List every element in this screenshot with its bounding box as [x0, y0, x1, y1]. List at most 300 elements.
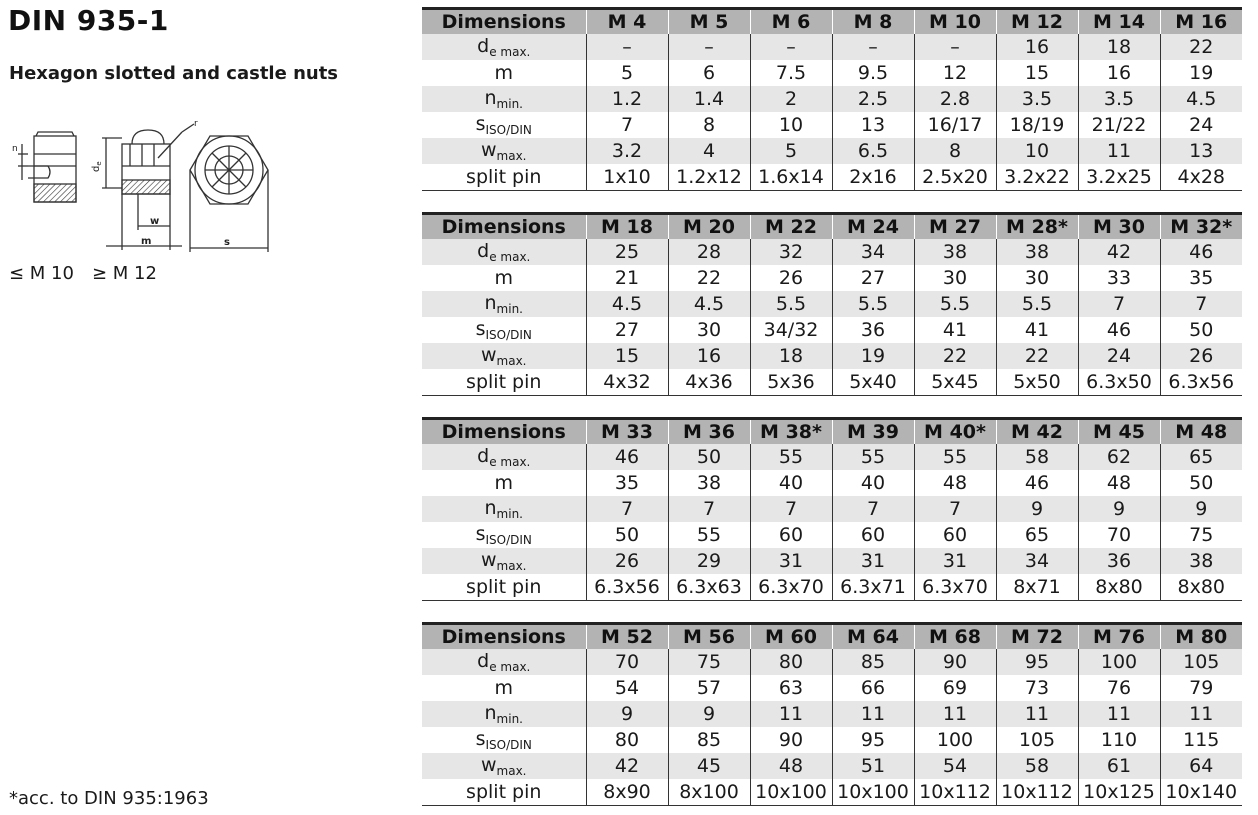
cell: 9 [1160, 496, 1242, 522]
footnote: *acc. to DIN 935:1963 [9, 788, 209, 809]
size-header-cell: M 39 [832, 419, 914, 445]
drawing-size-labels [9, 263, 175, 284]
cell: 22 [668, 265, 750, 291]
size-header-cell: M 24 [832, 214, 914, 240]
cell: 9 [668, 701, 750, 727]
cell: 61 [1078, 753, 1160, 779]
cell: 7 [832, 496, 914, 522]
row-label: $s_{ISO/DIN}$ [475, 318, 532, 342]
cell: 25 [586, 239, 668, 265]
cell: 60 [750, 522, 832, 548]
cell: 62 [1078, 444, 1160, 470]
cell: 5x40 [832, 369, 914, 396]
row-label: $w_{max.}$ [422, 138, 586, 164]
dimensions-table-1 [422, 7, 1242, 191]
cell: 16 [1078, 60, 1160, 86]
cell: 48 [750, 753, 832, 779]
cell: 105 [996, 727, 1078, 753]
cell: 57 [668, 675, 750, 701]
header-row [422, 214, 1242, 240]
row-s [422, 112, 1242, 138]
cell: 3.2x22 [996, 164, 1078, 191]
row-n [422, 496, 1242, 522]
cell: 7 [750, 496, 832, 522]
cell: 70 [586, 649, 668, 675]
cell: 1.2x12 [668, 164, 750, 191]
cell: 80 [750, 649, 832, 675]
cell: 40 [750, 470, 832, 496]
cell: 13 [1160, 138, 1242, 164]
cell: 48 [1078, 470, 1160, 496]
size-header-cell: M 76 [1078, 624, 1160, 650]
row-de [422, 239, 1242, 265]
size-header-cell: M 38* [750, 419, 832, 445]
row-label: $d_{e max.}$ [422, 239, 586, 265]
row-n [422, 291, 1242, 317]
dim-m-label: m [141, 236, 152, 247]
cell: 4x36 [668, 369, 750, 396]
cell: 110 [1078, 727, 1160, 753]
cell: 40 [832, 470, 914, 496]
cell: 9 [586, 701, 668, 727]
cell: 15 [996, 60, 1078, 86]
cell: 18 [1078, 34, 1160, 60]
header-cell: Dimensions [422, 9, 586, 35]
row-m [422, 60, 1242, 86]
cell: 5x36 [750, 369, 832, 396]
size-header-cell: M 45 [1078, 419, 1160, 445]
cell: 60 [914, 522, 996, 548]
cell: 21/22 [1078, 112, 1160, 138]
size-header-cell: M 40* [914, 419, 996, 445]
cell: 3.5 [1078, 86, 1160, 112]
cell: 9 [996, 496, 1078, 522]
row-label: $n_{min.}$ [422, 701, 586, 727]
cell: 5.5 [914, 291, 996, 317]
cell: 34 [832, 239, 914, 265]
cell: 6.3x56 [1160, 369, 1242, 396]
row-label: $s_{ISO/DIN}$ [475, 523, 532, 547]
size-header-cell: M 6 [750, 9, 832, 35]
size-header-cell: M 27 [914, 214, 996, 240]
cell: 55 [750, 444, 832, 470]
dim-r-label: r [194, 119, 198, 129]
cell: 85 [668, 727, 750, 753]
cell: 2.5x20 [914, 164, 996, 191]
cell: 6.3x50 [1078, 369, 1160, 396]
cell: 8x80 [1160, 574, 1242, 601]
cell: 33 [1078, 265, 1160, 291]
cell: 55 [668, 522, 750, 548]
row-label: m [494, 472, 513, 494]
cell: 26 [1160, 343, 1242, 369]
size-header-cell: M 52 [586, 624, 668, 650]
cell: 95 [832, 727, 914, 753]
cell: 1.6x14 [750, 164, 832, 191]
cell: 30 [668, 317, 750, 343]
cell: 31 [832, 548, 914, 574]
cell: 4.5 [1160, 86, 1242, 112]
cell: 26 [750, 265, 832, 291]
cell: 6.3x71 [832, 574, 914, 601]
size-label-large: ≥ M 12 [91, 263, 157, 284]
size-header-cell: M 30 [1078, 214, 1160, 240]
cell: 80 [586, 727, 668, 753]
cell: 46 [1160, 239, 1242, 265]
cell: 16 [668, 343, 750, 369]
cell: 100 [1078, 649, 1160, 675]
size-header-cell: M 42 [996, 419, 1078, 445]
cell: 22 [996, 343, 1078, 369]
cell: 90 [750, 727, 832, 753]
cell: 38 [996, 239, 1078, 265]
cell: 50 [1160, 470, 1242, 496]
cell: 69 [914, 675, 996, 701]
cell: 50 [668, 444, 750, 470]
row-label: m [494, 62, 513, 84]
cell: 11 [1078, 701, 1160, 727]
cell: 45 [668, 753, 750, 779]
row-label: $d_{e max.}$ [422, 649, 586, 675]
cell: 7 [1078, 291, 1160, 317]
row-label: $n_{min.}$ [422, 291, 586, 317]
cell: 2.5 [832, 86, 914, 112]
header-cell: Dimensions [422, 624, 586, 650]
cell: 35 [1160, 265, 1242, 291]
cell: – [586, 34, 668, 60]
cell: 30 [996, 265, 1078, 291]
cell: 55 [914, 444, 996, 470]
cell: 105 [1160, 649, 1242, 675]
cell: 16/17 [914, 112, 996, 138]
cell: 5x50 [996, 369, 1078, 396]
row-label: $d_{e max.}$ [422, 34, 586, 60]
cell: 21 [586, 265, 668, 291]
cell: 41 [996, 317, 1078, 343]
cell: 5.5 [750, 291, 832, 317]
size-header-cell: M 56 [668, 624, 750, 650]
cell: 19 [1160, 60, 1242, 86]
cell: 95 [996, 649, 1078, 675]
dim-s-label: s [224, 237, 230, 248]
row-label: split pin [422, 369, 586, 396]
cell: – [914, 34, 996, 60]
size-label-small: ≤ M 10 [9, 263, 74, 284]
cell: 76 [1078, 675, 1160, 701]
cell: 32 [750, 239, 832, 265]
cell: 35 [586, 470, 668, 496]
cell: 24 [1078, 343, 1160, 369]
cell: 10x112 [914, 779, 996, 806]
cell: 4x32 [586, 369, 668, 396]
cell: 48 [914, 470, 996, 496]
cell: 55 [832, 444, 914, 470]
cell: 10x100 [750, 779, 832, 806]
cell: 34/32 [750, 317, 832, 343]
cell: 6.3x63 [668, 574, 750, 601]
cell: 60 [832, 522, 914, 548]
cell: 5 [750, 138, 832, 164]
cell: 10 [750, 112, 832, 138]
row-de [422, 444, 1242, 470]
cell: 1.2 [586, 86, 668, 112]
dim-n-label: n [12, 144, 18, 154]
cell: 46 [1078, 317, 1160, 343]
cell: 54 [586, 675, 668, 701]
cell: 8x71 [996, 574, 1078, 601]
row-w [422, 343, 1242, 369]
size-header-cell: M 8 [832, 9, 914, 35]
cell: 5 [586, 60, 668, 86]
size-header-cell: M 28* [996, 214, 1078, 240]
cell: 7 [668, 496, 750, 522]
row-label: $s_{ISO/DIN}$ [475, 728, 532, 752]
cell: 31 [750, 548, 832, 574]
cell: 2x16 [832, 164, 914, 191]
size-header-cell: M 14 [1078, 9, 1160, 35]
cell: 5.5 [996, 291, 1078, 317]
cell: 54 [914, 753, 996, 779]
row-w [422, 753, 1242, 779]
size-header-cell: M 5 [668, 9, 750, 35]
row-split-pin [422, 574, 1242, 601]
cell: 34 [996, 548, 1078, 574]
cell: 9 [1078, 496, 1160, 522]
cell: 42 [1078, 239, 1160, 265]
row-w [422, 548, 1242, 574]
cell: 28 [668, 239, 750, 265]
row-label: $d_{e max.}$ [422, 444, 586, 470]
row-m [422, 265, 1242, 291]
cell: 4.5 [586, 291, 668, 317]
cell: 5x45 [914, 369, 996, 396]
cell: 4x28 [1160, 164, 1242, 191]
cell: 64 [1160, 753, 1242, 779]
size-header-cell: M 18 [586, 214, 668, 240]
row-s [422, 522, 1242, 548]
header-row [422, 419, 1242, 445]
row-label: m [494, 267, 513, 289]
cell: 46 [996, 470, 1078, 496]
cell: 16 [996, 34, 1078, 60]
size-header-cell: M 72 [996, 624, 1078, 650]
header-row [422, 624, 1242, 650]
row-de [422, 649, 1242, 675]
size-header-cell: M 36 [668, 419, 750, 445]
row-m [422, 470, 1242, 496]
size-header-cell: M 33 [586, 419, 668, 445]
cell: 75 [1160, 522, 1242, 548]
cell: 22 [1160, 34, 1242, 60]
cell: 19 [832, 343, 914, 369]
size-header-cell: M 12 [996, 9, 1078, 35]
row-s [422, 727, 1242, 753]
cell: 4 [668, 138, 750, 164]
cell: 3.5 [996, 86, 1078, 112]
cell: 2.8 [914, 86, 996, 112]
cell: 58 [996, 753, 1078, 779]
cell: 38 [668, 470, 750, 496]
row-de [422, 34, 1242, 60]
cell: 1.4 [668, 86, 750, 112]
size-header-cell: M 20 [668, 214, 750, 240]
cell: 11 [996, 701, 1078, 727]
cell: 27 [832, 265, 914, 291]
cell: 36 [1078, 548, 1160, 574]
cell: 85 [832, 649, 914, 675]
cell: 5.5 [832, 291, 914, 317]
cell: 50 [1160, 317, 1242, 343]
dim-w-label: w [150, 216, 160, 227]
cell: 27 [586, 317, 668, 343]
cell: 10x112 [996, 779, 1078, 806]
size-header-cell: M 68 [914, 624, 996, 650]
cell: 31 [914, 548, 996, 574]
cell: 38 [1160, 548, 1242, 574]
cell: 4.5 [668, 291, 750, 317]
cell: 6.3x70 [750, 574, 832, 601]
cell: 11 [1078, 138, 1160, 164]
cell: 100 [914, 727, 996, 753]
cell: 10 [996, 138, 1078, 164]
cell: 24 [1160, 112, 1242, 138]
cell: 6.5 [832, 138, 914, 164]
cell: 79 [1160, 675, 1242, 701]
cell: 50 [586, 522, 668, 548]
size-header-cell: M 4 [586, 9, 668, 35]
row-split-pin [422, 369, 1242, 396]
row-label: $n_{min.}$ [422, 496, 586, 522]
page-subtitle: Hexagon slotted and castle nuts [9, 63, 339, 84]
cell: 8 [914, 138, 996, 164]
cell: 7.5 [750, 60, 832, 86]
cell: 13 [832, 112, 914, 138]
header-cell: Dimensions [422, 419, 586, 445]
size-header-cell: M 22 [750, 214, 832, 240]
cell: 12 [914, 60, 996, 86]
cell: 9.5 [832, 60, 914, 86]
cell: 66 [832, 675, 914, 701]
dimensions-table-4 [422, 622, 1242, 806]
cell: 63 [750, 675, 832, 701]
cell: 7 [1160, 291, 1242, 317]
hexagon-top-view [190, 136, 268, 252]
cell: 11 [914, 701, 996, 727]
dimensions-table-2 [422, 212, 1242, 396]
cell: 22 [914, 343, 996, 369]
size-header-cell: M 80 [1160, 624, 1242, 650]
row-label: split pin [422, 164, 586, 191]
page-title: DIN 935-1 [8, 4, 169, 37]
cell: – [668, 34, 750, 60]
row-w [422, 138, 1242, 164]
cell: 41 [914, 317, 996, 343]
header-row [422, 9, 1242, 35]
cell: 6.3x70 [914, 574, 996, 601]
row-label: m [494, 677, 513, 699]
cell: 7 [914, 496, 996, 522]
header-cell: Dimensions [422, 214, 586, 240]
cell: 115 [1160, 727, 1242, 753]
cell: 11 [750, 701, 832, 727]
row-label: $w_{max.}$ [422, 548, 586, 574]
cell: 6.3x56 [586, 574, 668, 601]
cell: 70 [1078, 522, 1160, 548]
cell: 10x125 [1078, 779, 1160, 806]
row-label: split pin [422, 574, 586, 601]
castle-nut-drawing [102, 124, 194, 250]
cell: 11 [832, 701, 914, 727]
cell: 8x80 [1078, 574, 1160, 601]
cell: 65 [1160, 444, 1242, 470]
cell: 46 [586, 444, 668, 470]
cell: 11 [1160, 701, 1242, 727]
size-header-cell: M 64 [832, 624, 914, 650]
cell: 51 [832, 753, 914, 779]
cell: 30 [914, 265, 996, 291]
cell: 26 [586, 548, 668, 574]
cell: 6 [668, 60, 750, 86]
size-header-cell: M 32* [1160, 214, 1242, 240]
cell: 73 [996, 675, 1078, 701]
slotted-nut-drawing [18, 132, 76, 202]
cell: – [750, 34, 832, 60]
cell: 42 [586, 753, 668, 779]
cell: 8x100 [668, 779, 750, 806]
cell: 2 [750, 86, 832, 112]
cell: 58 [996, 444, 1078, 470]
cell: 3.2x25 [1078, 164, 1160, 191]
cell: 3.2 [586, 138, 668, 164]
cell: 90 [914, 649, 996, 675]
cell: 7 [586, 112, 668, 138]
cell: 8x90 [586, 779, 668, 806]
cell: 8 [668, 112, 750, 138]
row-split-pin [422, 164, 1242, 191]
cell: 10x140 [1160, 779, 1242, 806]
row-m [422, 675, 1242, 701]
row-s [422, 317, 1242, 343]
cell: 18/19 [996, 112, 1078, 138]
row-label: $w_{max.}$ [422, 343, 586, 369]
size-header-cell: M 16 [1160, 9, 1242, 35]
row-split-pin [422, 779, 1242, 806]
cell: 1x10 [586, 164, 668, 191]
cell: 10x100 [832, 779, 914, 806]
cell: 29 [668, 548, 750, 574]
nut-technical-drawing [8, 118, 273, 258]
size-header-cell: M 10 [914, 9, 996, 35]
cell: – [832, 34, 914, 60]
row-label: $n_{min.}$ [422, 86, 586, 112]
size-header-cell: M 48 [1160, 419, 1242, 445]
row-label: $s_{ISO/DIN}$ [475, 113, 532, 137]
cell: 75 [668, 649, 750, 675]
dim-de-label: $d_e$ [91, 161, 103, 172]
row-label: split pin [422, 779, 586, 806]
row-n [422, 86, 1242, 112]
cell: 15 [586, 343, 668, 369]
row-label: $w_{max.}$ [422, 753, 586, 779]
cell: 65 [996, 522, 1078, 548]
size-header-cell: M 60 [750, 624, 832, 650]
cell: 7 [586, 496, 668, 522]
cell: 38 [914, 239, 996, 265]
row-n [422, 701, 1242, 727]
cell: 18 [750, 343, 832, 369]
cell: 36 [832, 317, 914, 343]
dimensions-table-3 [422, 417, 1242, 601]
